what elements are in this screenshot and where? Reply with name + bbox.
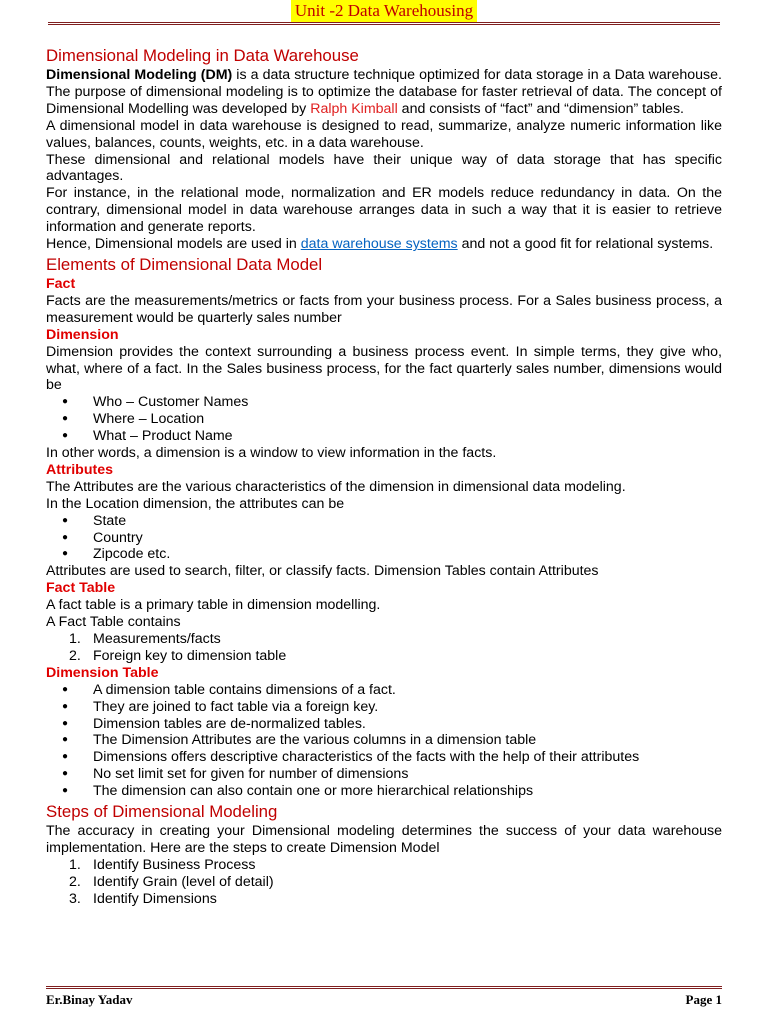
page-footer (46, 986, 722, 1010)
bullet-icon: ● (62, 413, 69, 425)
paragraph-relational-models: These dimensional and relational models have their unique way of data storage that has specific advantages. (46, 151, 722, 185)
subheading-fact: Fact (46, 275, 76, 292)
list-item (46, 783, 722, 800)
list-item-text: Dimension tables are de-normalized tables. (93, 715, 366, 732)
intro-text: is a data structure technique optimized for data storage in a Data warehouse. The purpose of dimensional modeling is to optimize the database for faster retrieval of data. The concept of Dimensional Modelling was developed by (46, 67, 722, 117)
fact-table-list (46, 631, 722, 665)
list-item (46, 891, 722, 908)
header-rule (48, 22, 720, 25)
list-item (46, 411, 722, 428)
attributes-list (46, 513, 722, 564)
list-item (46, 766, 722, 783)
fact-paragraph: Facts are the measurements/metrics or facts from your business process. For a Sales business process, a measurement would be quarterly sales number (46, 292, 722, 326)
intro-paragraph (46, 67, 722, 118)
hence-tail: and not a good fit for relational systems. (457, 236, 714, 253)
list-item-text: The dimension can also contain one or more hierarchical relationships (93, 783, 534, 800)
list-number: 2. (69, 647, 81, 664)
list-number: 1. (69, 631, 81, 647)
list-item-text: Where – Location (93, 411, 205, 428)
bullet-icon: ● (62, 396, 69, 408)
list-item (46, 648, 722, 665)
section-heading-steps: Steps of Dimensional Modeling (46, 802, 278, 822)
header-title: Unit -2 Data Warehousing (291, 0, 477, 22)
subheading-attributes: Attributes (46, 461, 113, 478)
list-item-text: Zipcode etc. (93, 546, 171, 563)
bullet-icon: ● (62, 717, 69, 729)
steps-list (46, 857, 722, 908)
list-item (46, 874, 722, 891)
attributes-intro: In the Location dimension, the attributes can be (46, 495, 345, 512)
list-item-text: Identify Dimensions (93, 890, 217, 907)
list-number: 3. (69, 890, 81, 907)
steps-paragraph: The accuracy in creating your Dimensional modeling determines the success of your data warehouse implementation. Here are the steps to create Dimension Model (46, 823, 722, 856)
list-number: 2. (69, 873, 81, 890)
list-item-text: The Dimension Attributes are the various columns in a dimension table (93, 732, 537, 749)
list-item (46, 682, 722, 699)
list-item-text: A dimension table contains dimensions of a fact. (93, 681, 396, 698)
paragraph-hence (46, 236, 722, 253)
list-number: 1. (69, 856, 81, 873)
list-item (46, 530, 722, 547)
list-item (46, 857, 722, 874)
list-item-text: Measurements/facts (93, 631, 221, 647)
paragraph-for-instance: For instance, in the relational mode, normalization and ER models reduce redundancy in data. On the contrary, dimensional model in data warehouse arranges data in such a way that it is easier to retrieve information and generate reports. (46, 185, 722, 236)
list-item (46, 749, 722, 766)
bullet-icon: ● (62, 700, 69, 712)
section-heading-dimensional-modeling: Dimensional Modeling in Data Warehouse (46, 46, 359, 65)
list-item-text: Who – Customer Names (93, 394, 249, 411)
bullet-icon: ● (62, 430, 69, 442)
dimension-table-list (46, 682, 722, 800)
list-item-text: No set limit set for given for number of dimensions (93, 766, 409, 783)
dimension-paragraph: Dimension provides the context surrounding a business process event. In simple terms, they give who, what, where of a fact. In the Sales business process, for the fact quarterly sales number, dimensions would be (46, 343, 722, 394)
bullet-icon: ● (62, 785, 69, 797)
list-item-text: Country (93, 529, 143, 546)
list-item (46, 394, 722, 411)
list-item-text: Identify Business Process (93, 856, 256, 873)
bullet-icon: ● (62, 734, 69, 746)
list-item (46, 428, 722, 445)
subheading-dimension: Dimension (46, 326, 119, 343)
dimension-after-paragraph: In other words, a dimension is a window to view information in the facts. (46, 445, 497, 462)
bullet-icon: ● (62, 531, 69, 543)
list-item (46, 631, 722, 648)
footer-page-number: Page 1 (685, 992, 722, 1007)
footer-author: Er.Binay Yadav (46, 992, 133, 1007)
section-heading-elements: Elements of Dimensional Data Model (46, 254, 323, 274)
list-item-text: Dimensions offers descriptive characteristics of the facts with the help of their attributes (93, 749, 640, 766)
intro-tail: and consists of “fact” and “dimension” tables. (397, 100, 684, 117)
list-item (46, 699, 722, 716)
subheading-dimension-table: Dimension Table (46, 664, 159, 681)
dimension-list (46, 394, 722, 445)
attributes-after-paragraph: Attributes are used to search, filter, or classify facts. Dimension Tables contain Attributes (46, 563, 599, 580)
list-item (46, 732, 722, 749)
list-item (46, 546, 722, 563)
bullet-icon: ● (62, 768, 69, 780)
bullet-icon: ● (62, 683, 69, 695)
bullet-icon: ● (62, 548, 69, 560)
fact-table-paragraph: A fact table is a primary table in dimension modelling. (46, 597, 381, 614)
fact-table-contains: A Fact Table contains (46, 614, 181, 631)
bullet-icon: ● (62, 751, 69, 763)
paragraph-dimensional-model: A dimensional model in data warehouse is designed to read, summarize, analyze numeric information like values, balances, counts, weights, etc. in a data warehouse. (46, 117, 722, 151)
page-content (46, 46, 722, 908)
list-item-text: Identify Grain (level of detail) (93, 873, 274, 890)
hence-text: Hence, Dimensional models are used in (46, 236, 301, 253)
footer-rule (46, 986, 722, 989)
data-warehouse-systems-link[interactable]: data warehouse systems (300, 236, 458, 253)
list-item-text: State (93, 512, 127, 529)
list-item (46, 716, 722, 733)
list-item-text: They are joined to fact table via a foreign key. (93, 698, 379, 715)
ralph-kimball-name: Ralph Kimball (310, 100, 398, 117)
dm-term: Dimensional Modeling (DM) (46, 67, 233, 83)
subheading-fact-table: Fact Table (46, 580, 116, 597)
attributes-paragraph: The Attributes are the various characteristics of the dimension in dimensional data modeling. (46, 478, 626, 495)
list-item-text: What – Product Name (93, 428, 233, 445)
page-header (48, 0, 720, 24)
bullet-icon: ● (62, 514, 69, 526)
list-item (46, 513, 722, 530)
list-item-text: Foreign key to dimension table (93, 647, 287, 664)
